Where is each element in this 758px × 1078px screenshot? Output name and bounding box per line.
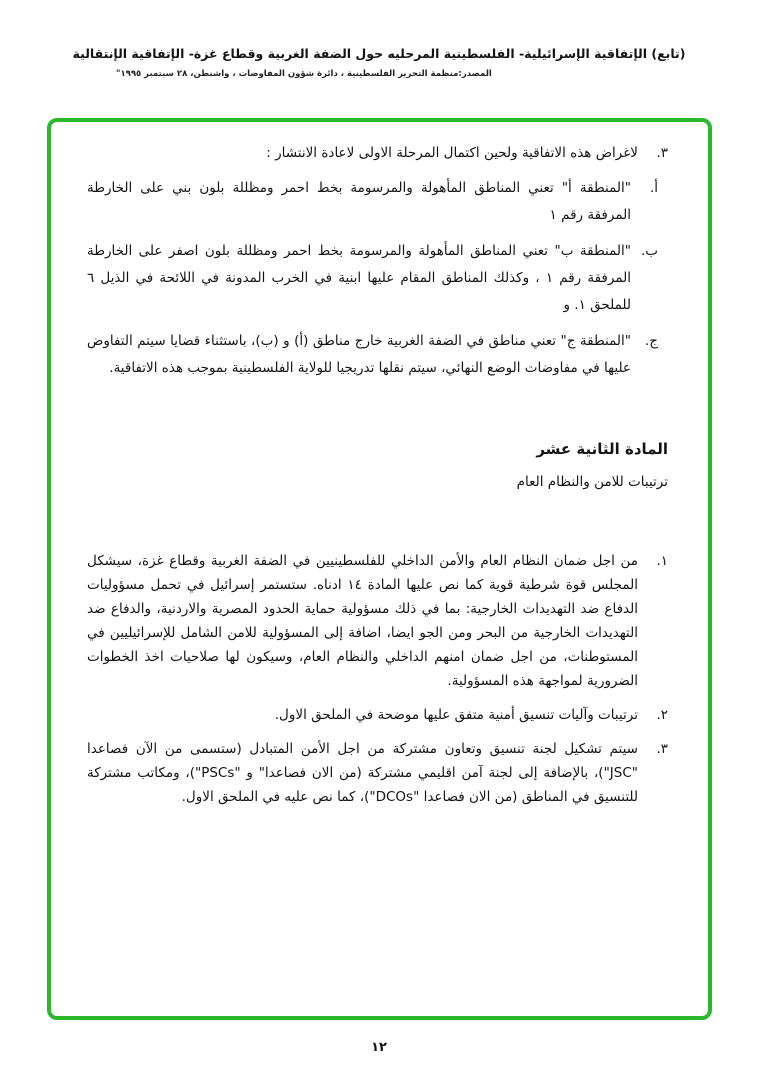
article-heading: المادة الثانية عشر	[536, 440, 668, 458]
list-item-letter: ج.	[644, 333, 658, 349]
list-item	[87, 238, 658, 319]
paragraph-text: سيتم تشكيل لجنة تنسيق وتعاون مشتركة من اجل الأمن المتبادل (ستسمى من الآن فصاعدا "JSC")، بالإضافة إلى لجنة آمن اقليمي مشتركة (من الان فصاعدا" و "PSCs")، ومكاتب مشتركة للتنسيق في المناطق (من الان فصاعدا "DCOs")، كما نص عليه في الملحق الاول.	[87, 741, 638, 805]
list-item	[87, 328, 658, 382]
page-number: ١٢	[371, 1040, 387, 1055]
list-item-letter: ب.	[640, 243, 658, 259]
list-item	[87, 175, 658, 229]
paragraph-text: ترتيبات وآليات تنسيق أمنية متفق عليها موضحة في الملحق الاول.	[274, 707, 638, 723]
paragraph-number: ٣.	[656, 741, 668, 757]
clause-3-intro	[87, 140, 668, 166]
numbered-paragraph	[87, 703, 668, 727]
numbered-paragraph	[87, 737, 668, 809]
list-item-text: "المنطقة ج" تعني مناطق في الضفة الغربية خارج مناطق (أ) و (ب)، باستثناء قضايا سيتم التفاوض عليها في مفاوضات الوضع النهائي، سيتم نقلها تدريجيا للولاية الفلسطينية بموجب هذه الاتفاقية.	[87, 333, 631, 376]
paragraph-text: من اجل ضمان النظام العام والأمن الداخلي للفلسطينيين في الضفة الغربية وقطاع غزة، سيشكل المجلس قوة شرطية قوية كما نص عليها المادة ١٤ ادناه. ستستمر إسرائيل في تحمل مسؤوليات الدفاع ضد التهديدات الخارجية: بما في ذلك مسؤولية حماية الحدود المصرية والاردنية، والدفاع ضد التهديدات الخارجية من البحر ومن الجو ايضا، اضافة إلى المسؤولية للامن الشامل للإسرائيليين في المستوطنات، من اجل ضمان امنهم الداخلي والنظام العام، وسيكون لها صلاحيات اخذ الخطوات الضرورية لمواجهة هذه المسؤولية.	[87, 553, 638, 689]
document-source-line: المصدر:منظمة التحرير الفلسطينية ، دائرة شؤون المفاوضات ، واشنطن، ٢٨ سبتمبر ١٩٩٥"	[116, 69, 492, 79]
numbered-paragraph	[87, 549, 668, 693]
clause-3-number: ٣.	[656, 145, 668, 161]
article-paragraphs	[87, 549, 668, 809]
paragraph-number: ١.	[656, 553, 668, 569]
document-header	[0, 0, 758, 79]
list-item-text: "المنطقة ب" تعني المناطق المأهولة والمرسومة بخط احمر ومظللة بلون اصفر على الخارطة المرفقة رقم ١ ، وكذلك المناطق المقام عليها ابنية في الخرب المدونة في اللائحة في الذيل ٦ للملحق ١. و	[87, 243, 632, 313]
document-title: (تابع) الإتفاقية الإسرائيلية- الفلسطينية المرحليه حول الضفة الغربية وقطاع غزة- الإتفاقية الإنتقالية	[72, 46, 686, 61]
list-item-letter: أ.	[649, 180, 658, 196]
paragraph-number: ٢.	[656, 707, 668, 723]
article-subtitle: ترتيبات للامن والنظام العام	[516, 474, 668, 490]
clause-3-text: لاغراض هذه الاتفاقية ولحين اكتمال المرحلة الاولى لاعادة الانتشار :	[266, 145, 638, 161]
content-border-box	[47, 118, 712, 1020]
list-item-text: "المنطقة أ" تعني المناطق المأهولة والمرسومة بخط احمر ومظللة بلون بني على الخارطة المرفقة رقم ١	[87, 180, 631, 223]
area-definitions-list	[87, 175, 658, 382]
